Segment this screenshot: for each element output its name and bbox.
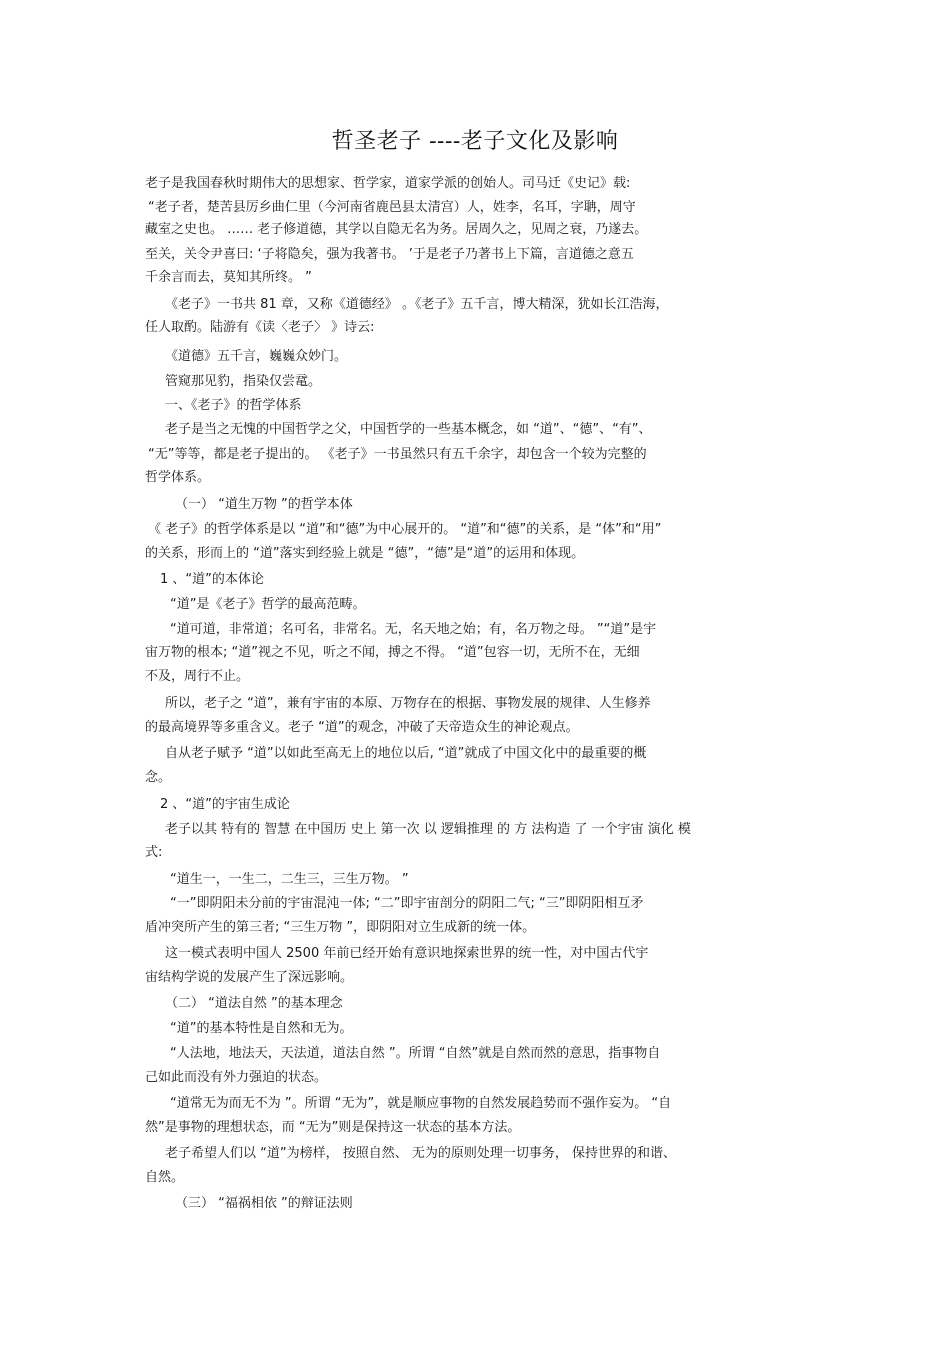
text-line: 任人取酌。陆游有《读〈老子〉 》诗云: <box>145 320 375 335</box>
text-line: 管窥那见豹，指染仅尝鼋。 <box>165 374 322 389</box>
text-line: 老子是我国春秋时期伟大的思想家、哲学家，道家学派的创始人。司马迁《史记》载: <box>145 176 631 191</box>
text-line: 不及，周行不止。 <box>145 669 250 684</box>
section-heading: 一、《老子》的哲学体系 <box>165 398 302 413</box>
text-line: “道常无为而无不为 ”。所谓 “无为”，就是顺应事物的自然发展趋势而不强作妄为。 “自 <box>170 1096 672 1111</box>
text-line: “道可道，非常道；名可名，非常名。无，名天地之始；有，名万物之母。 ”“道”是宇 <box>170 622 657 637</box>
text-line: 《老子》一书共 81 章，又称《道德经》 。《老子》五千言，博大精深，犹如长江浩海， <box>165 297 669 312</box>
text-line: 自从老子赋予 “道”以如此至高无上的地位以后, “道”就成了中国文化中的最重要的概 <box>165 746 647 761</box>
text-line: 老子希望人们以 “道”为榜样， 按照自然、 无为的原则处理一切事务， 保持世界的和谐、 <box>165 1146 676 1161</box>
text-line: “道生一，一生二，二生三，三生万物。 ” <box>170 872 409 887</box>
text-line: “人法地，地法天，天法道，道法自然 ”。所谓 “自然”就是自然而然的意思，指事物自 <box>170 1046 661 1061</box>
subsection-heading: （三） “福祸相依 ”的辩证法则 <box>175 1196 353 1211</box>
text-line: “一”即阴阳未分前的宇宙混沌一体; “二”即宇宙剖分的阴阳二气; “三”即阴阳相互矛 <box>170 896 644 911</box>
text-line: 的关系，形而上的 “道”落实到经验上就是 “德”，“德”是“道”的运用和体现。 <box>145 546 585 561</box>
text-line: 老子是当之无愧的中国哲学之父，中国哲学的一些基本概念，如 “道”、“德”、“有”、 <box>165 422 652 437</box>
text-line: 念。 <box>145 770 172 785</box>
text-line: 宙结构学说的发展产生了深远影响。 <box>145 970 354 985</box>
subsection-heading: 2 、“道”的宇宙生成论 <box>160 797 290 812</box>
page-title: 哲圣老子 ----老子文化及影响 <box>331 129 619 154</box>
text-line: 这一模式表明中国人 2500 年前已经开始有意识地探索世界的统一性，对中国古代宇 <box>165 946 649 961</box>
text-line: “无”等等，都是老子提出的。 《老子》一书虽然只有五千余字，却包含一个较为完整的 <box>148 447 647 462</box>
text-line: 至关，关令尹喜曰: ‘子将隐矣，强为我著书。 ’于是老子乃著书上下篇，言道德之意五 <box>145 247 634 262</box>
text-line: 《道德》五千言，巍巍众妙门。 <box>165 349 348 364</box>
text-line: 藏室之史也。 …… 老子修道德，其学以自隐无名为务。居周久之，见周之衰，乃遂去。 <box>145 222 648 237</box>
text-line: 然”是事物的理想状态，而 “无为”则是保持这一状态的基本方法。 <box>145 1120 521 1135</box>
text-line: 自然。 <box>145 1170 185 1185</box>
text-line: “道”是《老子》哲学的最高范畴。 <box>170 597 366 612</box>
text-line: 的最高境界等多重含义。老子 “道”的观念，冲破了天帝造众生的神论观点。 <box>145 720 579 735</box>
text-line: 式: <box>145 845 163 860</box>
text-line: 宙万物的根本; “道”视之不见，听之不闻，搏之不得。 “道”包容一切，无所不在，无细 <box>145 645 640 660</box>
text-line: “道”的基本特性是自然和无为。 <box>170 1021 353 1036</box>
text-line: 所以，老子之 “道”，兼有宇宙的本原、万物存在的根据、事物发展的规律、人生修养 <box>165 696 651 711</box>
subsection-heading: 1 、“道”的本体论 <box>160 572 264 587</box>
text-line: 盾冲突所产生的第三者; “三生万物 ”，即阴阳对立生成新的统一体。 <box>145 920 536 935</box>
text-line: 千余言而去，莫知其所终。 ” <box>145 270 312 285</box>
text-line: “老子者，楚苦县厉乡曲仁里（今河南省鹿邑县太清宫）人，姓李，名耳，字聃，周守 <box>148 200 636 215</box>
subsection-heading: （二） “道法自然 ”的基本理念 <box>165 996 343 1011</box>
text-line: 哲学体系。 <box>145 470 211 485</box>
text-line: 老子以其 特有的 智慧 在中国历 史上 第一次 以 逻辑推理 的 方 法构造 了 一个宇宙 演化 模 <box>165 822 691 837</box>
text-line: 《 老子》的哲学体系是以 “道”和“德”为中心展开的。 “道”和“德”的关系，是 “体”和“用” <box>148 522 662 537</box>
subsection-heading: （一） “道生万物 ”的哲学本体 <box>175 497 353 512</box>
text-line: 己如此而没有外力强迫的状态。 <box>145 1070 328 1085</box>
